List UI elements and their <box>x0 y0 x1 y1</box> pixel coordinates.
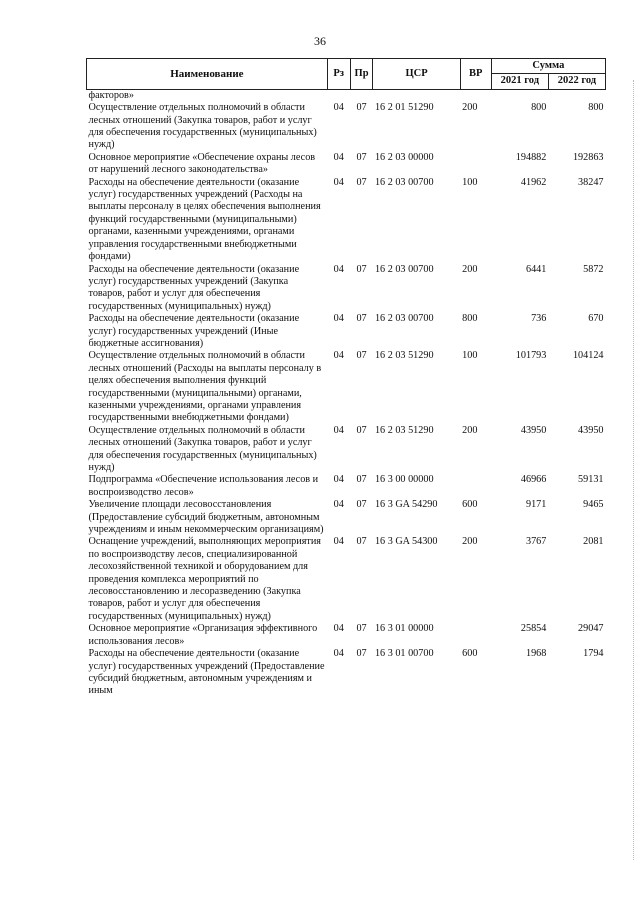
row-name: Основное мероприятие «Организация эффективного использования лесов» <box>88 623 318 647</box>
row-sum-2022: 800 <box>588 102 604 114</box>
row-sum-2021: 736 <box>531 313 547 325</box>
header-year-2021: 2021 год <box>491 74 548 89</box>
row-pr: 07 <box>356 263 367 275</box>
row-csr: 16 2 03 00700 <box>374 263 434 275</box>
row-sum-2022: 670 <box>588 313 604 325</box>
table-row <box>87 350 606 424</box>
row-name: Подпрограмма «Обеспечение использования лесов и воспроизводство лесов» <box>88 474 319 498</box>
table-row <box>87 102 606 152</box>
row-sum-2021: 41962 <box>520 176 547 188</box>
row-pr: 07 <box>356 350 367 362</box>
row-pr: 07 <box>356 623 367 635</box>
header-name: Наименование <box>87 59 328 90</box>
row-name: Осуществление отдельных полномочий в области лесных отношений (Закупка товаров, работ и услуг для обеспечения государственных (муниципальных) нужд) <box>88 102 317 151</box>
row-csr <box>373 89 460 102</box>
row-name: Расходы на обеспечение деятельности (оказание услуг) государственных учреждений (Иные бюджетные ассигнования) <box>88 313 300 349</box>
row-rz: 04 <box>333 536 344 548</box>
row-name: Основное мероприятие «Обеспечение охраны лесов от нарушений лесного законодательства» <box>88 151 316 176</box>
row-rz: 04 <box>333 313 344 325</box>
table-header <box>87 59 606 90</box>
row-rz: 04 <box>333 648 344 660</box>
row-csr: 16 2 03 00700 <box>374 313 434 325</box>
row-sum-2022: 29047 <box>578 623 604 635</box>
row-name: факторов» <box>88 89 134 101</box>
row-pr: 07 <box>356 176 367 188</box>
row-sum-2021: 3767 <box>525 536 547 548</box>
header-sum: Сумма <box>491 59 605 74</box>
row-sum-2021: 101793 <box>515 350 547 362</box>
row-vr <box>460 474 491 499</box>
row-name: Оснащение учреждений, выполняющих мероприятия по воспроизводству лесов, специализированной лесохозяйственной техникой и оборудованием для проведения комплекса мероприятий по лесовосстановлению и лесоразведению (Закупка товаров, работ и услуг для обеспечения государственных (муниципальных) нужд) <box>88 536 321 622</box>
scan-edge-artifact <box>632 80 634 860</box>
row-pr <box>350 89 373 102</box>
page-number: 36 <box>314 34 326 48</box>
row-sum-2022: 43950 <box>578 424 604 436</box>
header-pr: Пр <box>350 59 373 90</box>
row-sum-2021: 25854 <box>520 623 547 635</box>
table-row <box>87 425 606 475</box>
row-sum-2022: 1794 <box>583 648 604 660</box>
row-vr: 100 <box>462 350 478 362</box>
row-name: Расходы на обеспечение деятельности (оказание услуг) государственных учреждений (Закупка товаров, работ и услуг для обеспечения государственных (муниципальных) нужд) <box>88 263 300 312</box>
row-csr: 16 3 01 00000 <box>374 623 434 635</box>
row-sum-2021: 800 <box>531 102 547 114</box>
row-vr <box>460 623 491 648</box>
row-sum-2022 <box>548 89 605 102</box>
row-sum-2022: 104124 <box>572 350 604 362</box>
row-pr: 07 <box>356 102 367 114</box>
row-csr: 16 2 01 51290 <box>374 102 434 114</box>
row-name: Расходы на обеспечение деятельности (оказание услуг) государственных учреждений (Предоставление субсидий бюджетным, автономным учреждениям и иным <box>88 648 325 697</box>
row-sum-2022: 59131 <box>578 474 604 486</box>
table-row <box>87 648 606 698</box>
row-vr: 600 <box>462 499 478 511</box>
row-csr: 16 3 01 00700 <box>374 648 434 660</box>
row-sum-2022: 9465 <box>583 499 604 511</box>
table-row <box>87 89 606 102</box>
row-csr: 16 2 03 51290 <box>374 350 434 362</box>
row-rz: 04 <box>333 151 344 163</box>
row-pr: 07 <box>356 151 367 163</box>
row-name: Осуществление отдельных полномочий в области лесных отношений (Расходы на выплаты персоналу в целях обеспечения выполнения функций государственными (муниципальными) органами, казенными учреждениями, органами управления государственными внебюджетными фондами) <box>88 350 322 424</box>
row-sum-2021: 9171 <box>525 499 547 511</box>
row-rz: 04 <box>333 424 344 436</box>
row-sum-2021: 46966 <box>520 474 547 486</box>
row-sum-2021 <box>491 89 548 102</box>
budget-table <box>86 58 606 698</box>
table-row <box>87 152 606 177</box>
row-vr <box>460 89 491 102</box>
table-row <box>87 264 606 314</box>
table-row <box>87 623 606 648</box>
table-row <box>87 499 606 536</box>
header-rz: Рз <box>327 59 350 90</box>
row-pr: 07 <box>356 648 367 660</box>
row-vr: 200 <box>462 424 478 436</box>
row-csr: 16 3 GA 54300 <box>374 536 438 548</box>
row-csr: 16 2 03 51290 <box>374 424 434 436</box>
row-vr: 600 <box>462 648 478 660</box>
row-name: Увеличение площади лесовосстановления (Предоставление субсидий бюджетным, автономным учреждениям и иным некоммерческим организациям) <box>88 499 324 536</box>
header-year-2022: 2022 год <box>548 74 605 89</box>
row-csr: 16 2 03 00700 <box>374 176 434 188</box>
row-sum-2022: 2081 <box>583 536 604 548</box>
row-vr: 200 <box>462 536 478 548</box>
row-vr: 200 <box>462 102 478 114</box>
row-sum-2021: 194882 <box>515 151 547 163</box>
row-sum-2021: 43950 <box>520 424 547 436</box>
row-rz: 04 <box>333 499 344 511</box>
table-row <box>87 177 606 264</box>
header-vr: ВР <box>460 59 491 90</box>
row-rz: 04 <box>333 474 344 486</box>
row-vr <box>460 152 491 177</box>
row-vr: 200 <box>462 263 478 275</box>
row-rz: 04 <box>333 102 344 114</box>
row-pr: 07 <box>356 536 367 548</box>
table-row <box>87 474 606 499</box>
row-name: Осуществление отдельных полномочий в области лесных отношений (Закупка товаров, работ и услуг для обеспечения государственных (муниципальных) нужд) <box>88 424 317 473</box>
row-rz: 04 <box>333 263 344 275</box>
row-csr: 16 3 00 00000 <box>374 474 434 486</box>
row-sum-2022: 38247 <box>578 176 604 188</box>
row-rz: 04 <box>333 623 344 635</box>
row-rz: 04 <box>333 176 344 188</box>
row-sum-2021: 1968 <box>525 648 547 660</box>
row-name: Расходы на обеспечение деятельности (оказание услуг) государственных учреждений (Расходы на выплаты персоналу в целях обеспечения выполнения функций государственными (муниципальными) органами, казенными учреждениями, органами управления государственными внебюджетными фондами) <box>88 176 321 263</box>
row-csr: 16 3 GA 54290 <box>374 499 438 511</box>
header-csr: ЦСР <box>373 59 460 90</box>
row-rz: 04 <box>333 350 344 362</box>
row-pr: 07 <box>356 499 367 511</box>
row-csr: 16 2 03 00000 <box>374 151 434 163</box>
table-body <box>87 89 606 697</box>
row-sum-2022: 192863 <box>572 151 604 163</box>
row-sum-2022: 5872 <box>583 263 604 275</box>
table-row <box>87 313 606 350</box>
row-pr: 07 <box>356 424 367 436</box>
row-vr: 800 <box>462 313 478 325</box>
row-vr: 100 <box>462 176 478 188</box>
row-pr: 07 <box>356 474 367 486</box>
row-sum-2021: 6441 <box>525 263 547 275</box>
row-rz <box>327 89 350 102</box>
table-row <box>87 536 606 623</box>
row-pr: 07 <box>356 313 367 325</box>
